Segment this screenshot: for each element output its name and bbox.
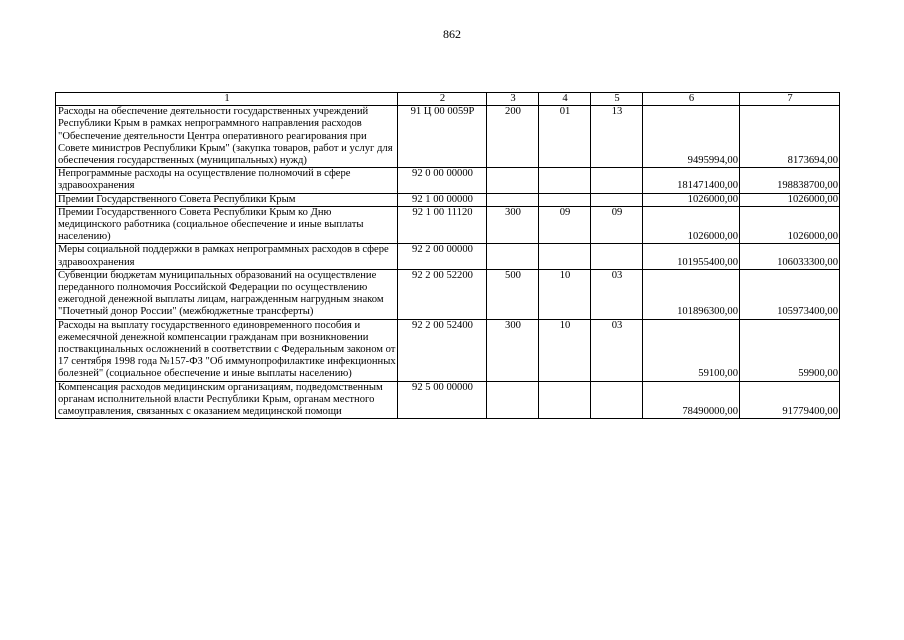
section-code [539, 193, 591, 206]
expense-type-code [487, 193, 539, 206]
amount-year-1: 78490000,00 [643, 381, 740, 419]
amount-year-1: 59100,00 [643, 319, 740, 381]
expense-name: Субвенции бюджетам муниципальных образований на осуществление переданного полномочия Российской Федерации по осуществлению ежегодной денежной выплаты лицам, награжденным нагрудным знаком "Почетный донор России" (межбюджетные трансферты) [56, 269, 398, 319]
subsection-code: 13 [591, 106, 643, 168]
table-row [56, 168, 840, 193]
budget-table [55, 92, 840, 419]
amount-year-1: 1026000,00 [643, 206, 740, 244]
section-code: 10 [539, 269, 591, 319]
expense-name: Премии Государственного Совета Республики Крым ко Дню медицинского работника (социальное обеспечение и иные выплаты населению) [56, 206, 398, 244]
section-code [539, 244, 591, 269]
column-header: 7 [740, 93, 840, 106]
target-article-code: 92 0 00 00000 [398, 168, 487, 193]
table-row [56, 269, 840, 319]
table-row [56, 244, 840, 269]
expense-type-code: 500 [487, 269, 539, 319]
subsection-code [591, 381, 643, 419]
target-article-code: 91 Ц 00 0059Р [398, 106, 487, 168]
table-header-row [56, 93, 840, 106]
amount-year-2: 91779400,00 [740, 381, 840, 419]
amount-year-2: 1026000,00 [740, 193, 840, 206]
target-article-code: 92 2 00 00000 [398, 244, 487, 269]
expense-type-code: 300 [487, 319, 539, 381]
table-row [56, 193, 840, 206]
amount-year-2: 105973400,00 [740, 269, 840, 319]
column-header: 5 [591, 93, 643, 106]
section-code: 01 [539, 106, 591, 168]
expense-name: Компенсация расходов медицинским организациям, подведомственным органам исполнительной власти Республики Крым, органам местного самоуправления, связанных с оказанием медицинской помощи [56, 381, 398, 419]
amount-year-2: 59900,00 [740, 319, 840, 381]
subsection-code [591, 168, 643, 193]
column-header: 6 [643, 93, 740, 106]
section-code: 09 [539, 206, 591, 244]
table-row [56, 381, 840, 419]
expense-type-code: 300 [487, 206, 539, 244]
target-article-code: 92 2 00 52200 [398, 269, 487, 319]
expense-name: Непрограммные расходы на осуществление полномочий в сфере здравоохранения [56, 168, 398, 193]
table-row [56, 106, 840, 168]
column-header: 2 [398, 93, 487, 106]
column-header: 1 [56, 93, 398, 106]
expense-name: Расходы на выплату государственного единовременного пособия и ежемесячной денежной компенсации гражданам при возникновении поствакцинальных осложнений в соответствии с Федеральным законом от 17 сентября 1998 года №157-ФЗ "Об иммунопрофилактике инфекционных болезней" (социальное обеспечение и иные выплаты населению) [56, 319, 398, 381]
expense-type-code [487, 381, 539, 419]
target-article-code: 92 1 00 11120 [398, 206, 487, 244]
page-number: 862 [443, 27, 461, 41]
expense-name: Премии Государственного Совета Республики Крым [56, 193, 398, 206]
amount-year-2: 198838700,00 [740, 168, 840, 193]
target-article-code: 92 2 00 52400 [398, 319, 487, 381]
expense-type-code [487, 244, 539, 269]
amount-year-2: 106033300,00 [740, 244, 840, 269]
expense-type-code: 200 [487, 106, 539, 168]
subsection-code: 03 [591, 319, 643, 381]
section-code [539, 381, 591, 419]
table-row [56, 319, 840, 381]
subsection-code: 03 [591, 269, 643, 319]
column-header: 4 [539, 93, 591, 106]
expense-name: Меры социальной поддержки в рамках непрограммных расходов в сфере здравоохранения [56, 244, 398, 269]
expense-name: Расходы на обеспечение деятельности государственных учреждений Республики Крым в рамках непрограммного направления расходов "Обеспечение деятельности Центра оперативного реагирования при Совете министров Республики Крым" (закупка товаров, работ и услуг для обеспечения государственных (муниципальных) нужд) [56, 106, 398, 168]
amount-year-1: 181471400,00 [643, 168, 740, 193]
amount-year-1: 101896300,00 [643, 269, 740, 319]
expense-type-code [487, 168, 539, 193]
target-article-code: 92 1 00 00000 [398, 193, 487, 206]
amount-year-1: 101955400,00 [643, 244, 740, 269]
amount-year-2: 1026000,00 [740, 206, 840, 244]
amount-year-1: 1026000,00 [643, 193, 740, 206]
target-article-code: 92 5 00 00000 [398, 381, 487, 419]
subsection-code [591, 193, 643, 206]
section-code: 10 [539, 319, 591, 381]
subsection-code [591, 244, 643, 269]
amount-year-2: 8173694,00 [740, 106, 840, 168]
table-row [56, 206, 840, 244]
section-code [539, 168, 591, 193]
subsection-code: 09 [591, 206, 643, 244]
column-header: 3 [487, 93, 539, 106]
amount-year-1: 9495994,00 [643, 106, 740, 168]
